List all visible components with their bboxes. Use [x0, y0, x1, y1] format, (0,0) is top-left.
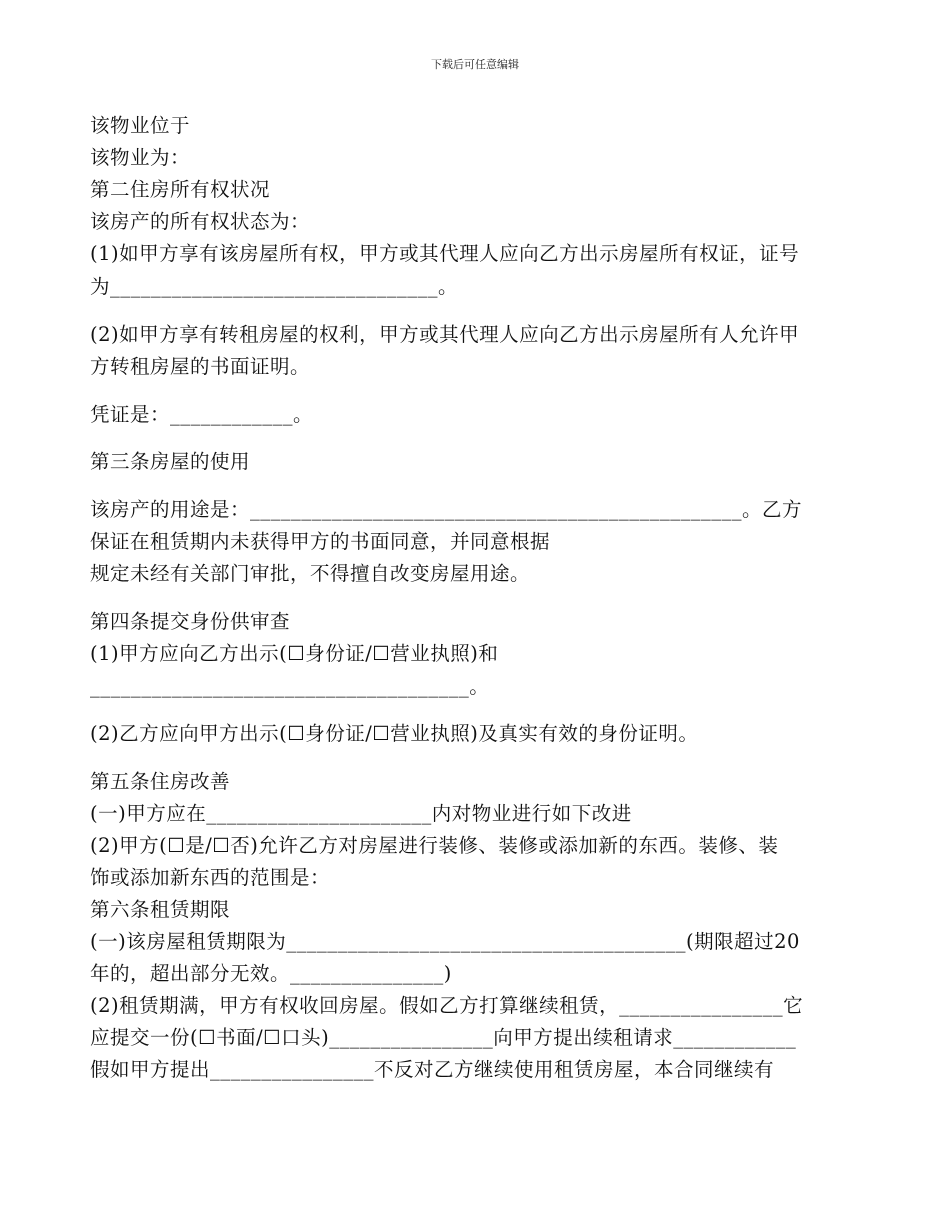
text-line: (1)如甲方享有该房屋所有权，甲方或其代理人应向乙方出示房屋所有权证，证号 — [90, 242, 800, 265]
text-line: (2)租赁期满，甲方有权收回房屋。假如乙方打算继续租赁，________________它 — [90, 994, 804, 1017]
text-line: 第二住房所有权状况 — [90, 178, 271, 201]
text-line: 凭证是：____________。 — [90, 403, 314, 426]
text-line: 第三条房屋的使用 — [90, 450, 251, 473]
text-line: (一)甲方应在______________________内对物业进行如下改进 — [90, 802, 632, 825]
text-line: (2)甲方(☐是/☐否)允许乙方对房屋进行装修、装修或添加新的东西。装修、装 — [90, 834, 779, 857]
text-line: 为________________________________。 — [90, 275, 458, 298]
text-line: 第六条租赁期限 — [90, 898, 231, 921]
page-header: 下载后可任意编辑 — [431, 58, 519, 71]
text-line: _____________________________________。 — [90, 675, 490, 698]
text-line: (2)如甲方享有转租房屋的权利，甲方或其代理人应向乙方出示房屋所有人允许甲 — [90, 323, 800, 346]
text-line: 应提交一份(☐书面/☐口头)________________向甲方提出续租请求____________ — [90, 1026, 797, 1049]
text-line: 该房产的所有权状态为： — [90, 210, 311, 233]
text-line: 该物业位于 — [90, 114, 191, 137]
text-line: (一)该房屋租赁期限为_______________________________________(期限超过20 — [90, 930, 800, 953]
text-line: (2)乙方应向甲方出示(☐身份证/☐营业执照)及真实有效的身份证明。 — [90, 722, 699, 745]
text-line: (1)甲方应向乙方出示(☐身份证/☐营业执照)和 — [90, 642, 499, 665]
text-line: 第五条住房改善 — [90, 770, 231, 793]
text-line: 年的，超出部分无效。_______________) — [90, 962, 452, 985]
text-line: 方转租房屋的书面证明。 — [90, 355, 311, 378]
text-line: 保证在租赁期内未获得甲方的书面同意，并同意根据 — [90, 530, 551, 553]
text-line: 第四条提交身份供审查 — [90, 610, 291, 633]
text-line: 该房产的用途是：________________________________________________。乙方 — [90, 498, 803, 521]
text-line: 假如甲方提出________________不反对乙方继续使用租赁房屋，本合同继续有 — [90, 1058, 775, 1081]
text-line: 饰或添加新东西的范围是： — [90, 866, 331, 889]
text-line: 该物业为： — [90, 146, 191, 169]
text-line: 规定未经有关部门审批，不得擅自改变房屋用途。 — [90, 562, 531, 585]
